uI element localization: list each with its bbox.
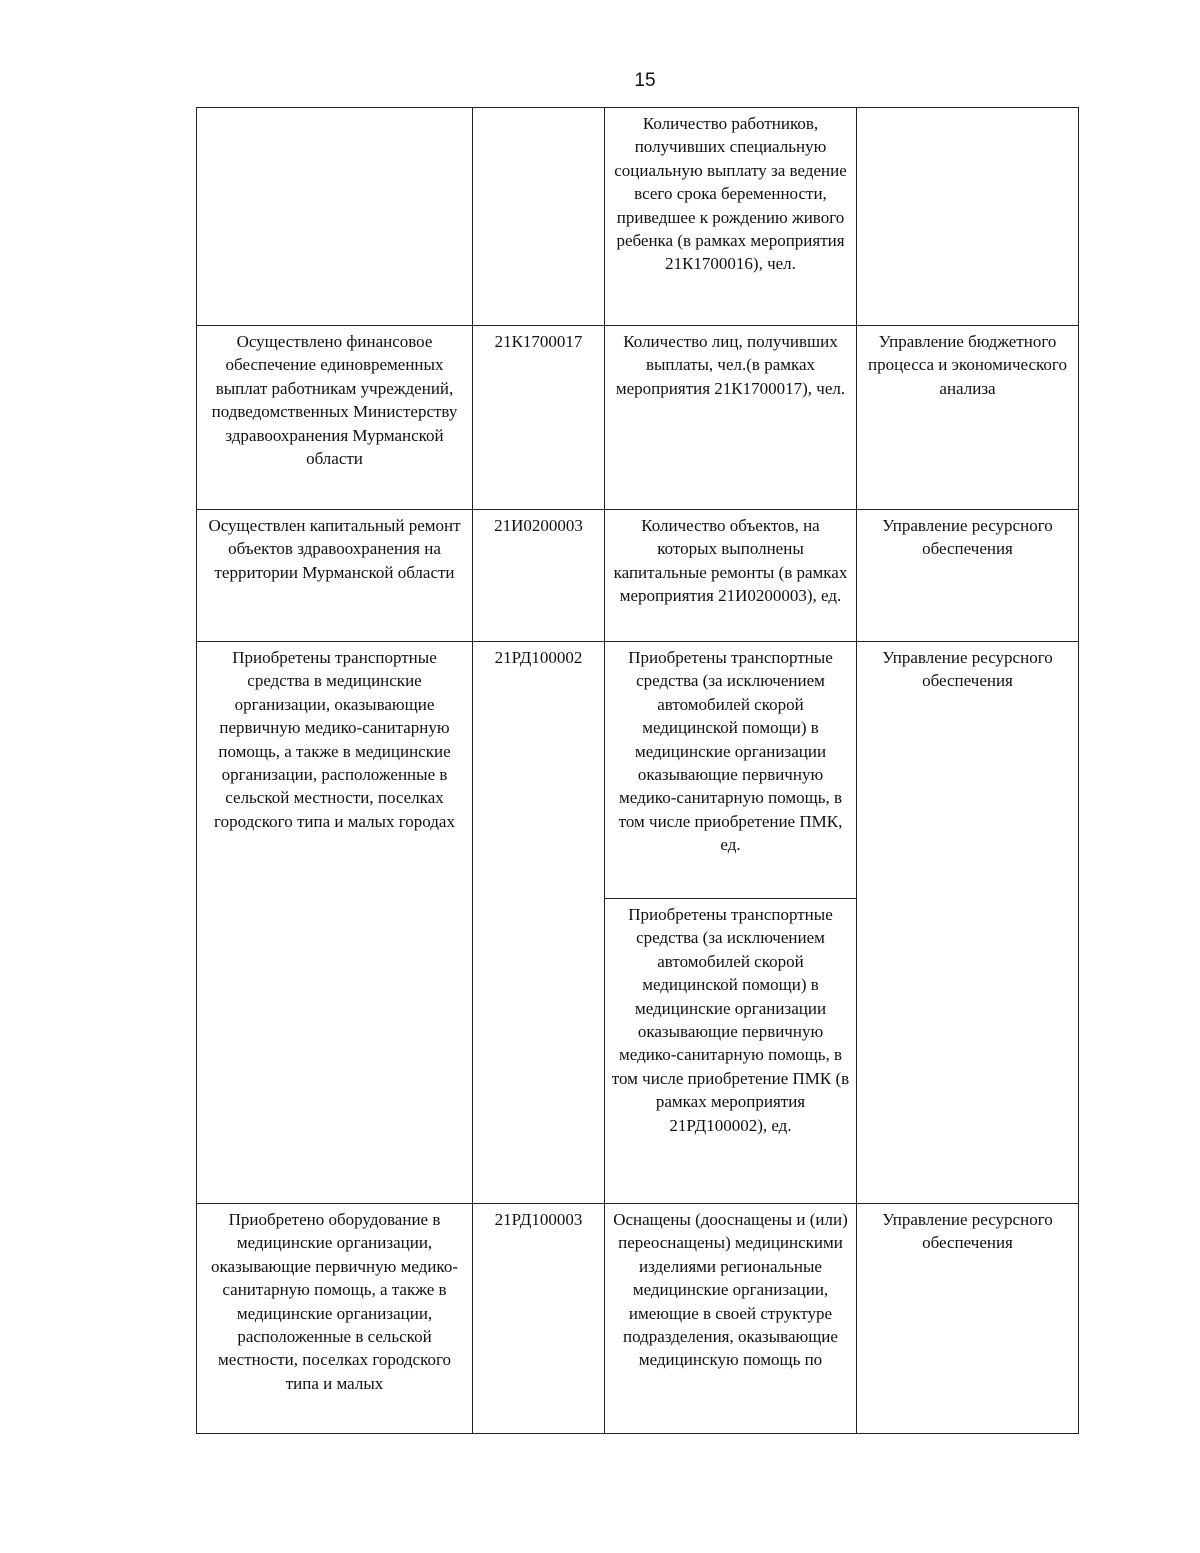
code-cell: 21РД100002 (473, 642, 605, 1204)
responsible-cell: Управление ресурсного обеспечения (857, 510, 1079, 642)
code-cell: 21К1700017 (473, 326, 605, 510)
result-cell: Приобретены транспортные средства в медицинские организации, оказывающие первичную медико-санитарную помощь, а также в медицинские организации, расположенные в сельской местности, поселках городского типа и малых городах (197, 642, 473, 1204)
activities-table (196, 107, 1079, 1434)
result-cell (197, 108, 473, 326)
table-row (197, 642, 1079, 899)
code-cell: 21РД100003 (473, 1204, 605, 1434)
table-row (197, 326, 1079, 510)
indicator-cell: Приобретены транспортные средства (за исключением автомобилей скорой медицинской помощи) в медицинские организации оказывающие первичную медико-санитарную помощь, в том числе приобретение ПМК (в рамках мероприятия 21РД100002), ед. (605, 899, 857, 1204)
code-cell: 21И0200003 (473, 510, 605, 642)
responsible-cell: Управление бюджетного процесса и экономического анализа (857, 326, 1079, 510)
table-row (197, 108, 1079, 326)
code-cell (473, 108, 605, 326)
responsible-cell: Управление ресурсного обеспечения (857, 642, 1079, 1204)
indicator-cell: Количество объектов, на которых выполнены капитальные ремонты (в рамках мероприятия 21И0200003), ед. (605, 510, 857, 642)
indicator-cell: Оснащены (дооснащены и (или) переоснащены) медицинскими изделиями региональные медицинские организации, имеющие в своей структуре подразделения, оказывающие медицинскую помощь по (605, 1204, 857, 1434)
responsible-cell: Управление ресурсного обеспечения (857, 1204, 1079, 1434)
result-cell: Приобретено оборудование в медицинские организации, оказывающие первичную медико-санитарную помощь, а также в медицинские организации, расположенные в сельской местности, поселках городского типа и малых (197, 1204, 473, 1434)
table-row (197, 510, 1079, 642)
indicator-cell: Приобретены транспортные средства (за исключением автомобилей скорой медицинской помощи) в медицинские организации оказывающие первичную медико-санитарную помощь, в том числе приобретение ПМК, ед. (605, 642, 857, 899)
result-cell: Осуществлен капитальный ремонт объектов здравоохранения на территории Мурманской области (197, 510, 473, 642)
indicator-cell: Количество лиц, получивших выплаты, чел.(в рамках мероприятия 21К1700017), чел. (605, 326, 857, 510)
page-number: 15 (634, 70, 656, 91)
table-row (197, 1204, 1079, 1434)
result-cell: Осуществлено финансовое обеспечение единовременных выплат работникам учреждений, подведомственных Министерству здравоохранения Мурманской области (197, 326, 473, 510)
responsible-cell (857, 108, 1079, 326)
indicator-cell: Количество работников, получивших специальную социальную выплату за ведение всего срока беременности, приведшее к рождению живого ребенка (в рамках мероприятия 21К1700016), чел. (605, 108, 857, 326)
